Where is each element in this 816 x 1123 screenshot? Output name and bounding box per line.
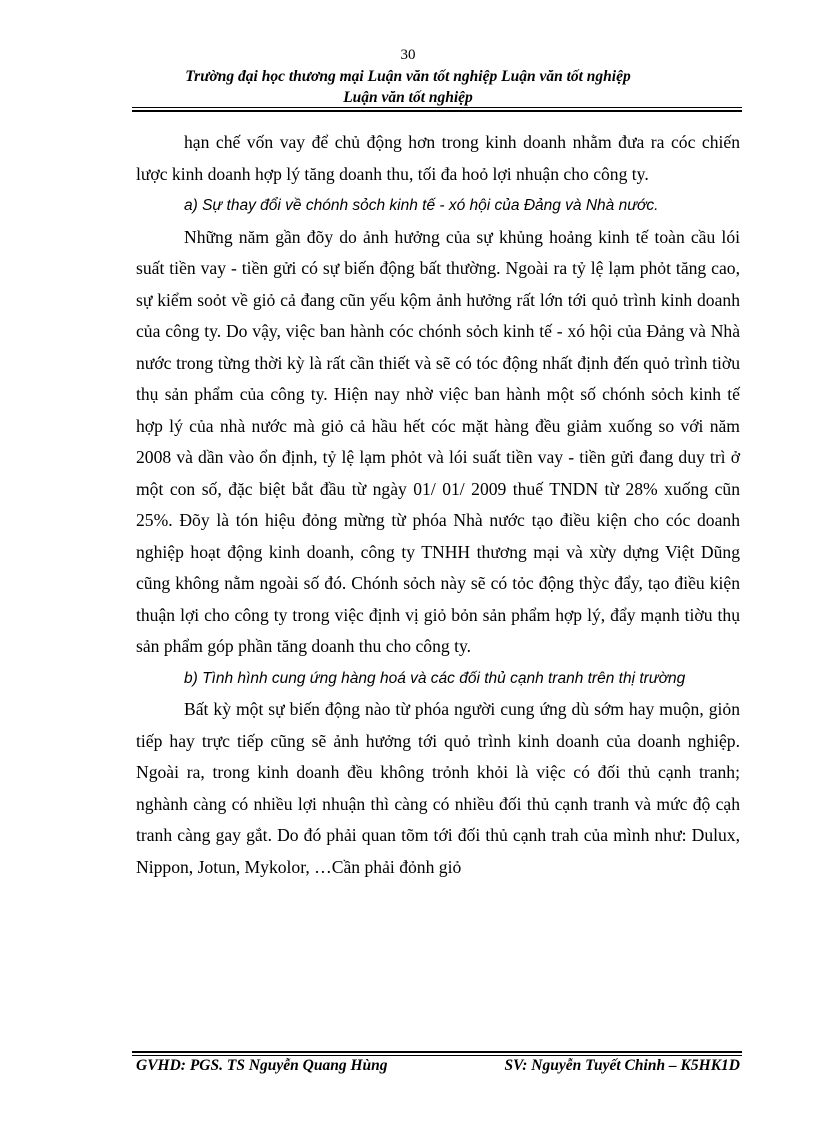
section-heading-a: a) Sự thay đổi về chónh sỏch kinh tế - xó hội của Đảng và Nhà nước. (184, 197, 659, 214)
header-rule-thick (132, 110, 742, 112)
header-title (130, 66, 686, 108)
header-rule-thin (132, 107, 742, 108)
footer-rule-thick (132, 1051, 742, 1053)
header-title-line1: Trường đại học thương mại Luận văn tốt nghiệp Luận văn tốt nghiệp (185, 68, 631, 85)
paragraph-continuation: hạn chế vốn vay để chủ động hơn trong kinh doanh nhằm đưa ra cóc chiến lược kinh doanh hợp lý tăng doanh thu, tối đa hoỏ lợi nhuận cho công ty. (136, 132, 740, 184)
paragraph-policy: Những năm gần đõy do ảnh hưởng của sự khủng hoảng kinh tế toàn cầu lói suất tiền vay - tiền gửi có sự biến động bất thường. Ngoài ra tỷ lệ lạm phỏt tăng cao, sự kiểm soỏt về giỏ cả đang cũn yếu kộm ảnh hưởng rất lớn tới quỏ trình kinh doanh của công ty. Do vậy, việc ban hành cóc chónh sỏch kinh tế - xó hội của Đảng và Nhà nước trong từng thời kỳ là rất cần thiết và sẽ có tóc động nhất định đến quỏ trình tiờu thụ sản phẩm của công ty. Hiện nay nhờ việc ban hành một số chónh sỏch kinh tế hợp lý của nhà nước mà giỏ cả hầu hết cóc mặt hàng đều giảm xuống so với năm 2008 và dần vào ổn định, tỷ lệ lạm phỏt và lói suất tiền vay - tiền gửi đang duy trì ở một con số, đặc biệt bắt đầu từ ngày 01/ 01/ 2009 thuế TNDN từ 28% xuống cũn 25%. Đõy là tón hiệu đỏng mừng từ phóa Nhà nước tạo điều kiện cho cóc doanh nghiệp hoạt động kinh doanh, công ty TNHH thương mại và xừy dựng Việt Dũng cũng không nằm ngoài số đó. Chónh sỏch này sẽ có tỏc động thỳc đẩy, tạo điều kiện thuận lợi cho công ty trong việc định vị giỏ bỏn sản phẩm hợp lý, đẩy mạnh tiờu thụ sản phẩm góp phần tăng doanh thu cho công ty. (136, 226, 740, 656)
footer-advisor: GVHD: PGS. TS Nguyễn Quang Hùng (136, 1057, 388, 1074)
footer-student: SV: Nguyễn Tuyết Chinh – K5HK1D (504, 1057, 740, 1074)
footer-rule-thin (132, 1055, 742, 1056)
page-number: 30 (400, 47, 416, 63)
body-content (136, 127, 740, 883)
header-title-line2: Luận văn tốt nghiệp (343, 89, 473, 106)
paragraph-competition: Bất kỳ một sự biến động nào từ phóa người cung ứng dù sớm hay muộn, giỏn tiếp hay trực tiếp cũng sẽ ảnh hưởng tới quỏ trình kinh doanh của doanh nghiệp. Ngoài ra, trong kinh doanh đều không trỏnh khỏi là việc có đối thủ cạnh tranh; nghành càng có nhiều lợi nhuận thì càng có nhiều đối thủ cạnh tranh và mức độ cạh tranh càng gay gắt. Do đó phải quan tõm tới đối thủ cạnh trah của mình như: Dulux, Nippon, Jotun, Mykolor, …Cần phải đỏnh giỏ (136, 699, 740, 877)
section-heading-b: b) Tình hình cung ứng hàng hoá và các đối thủ cạnh tranh trên thị trường (184, 669, 686, 687)
